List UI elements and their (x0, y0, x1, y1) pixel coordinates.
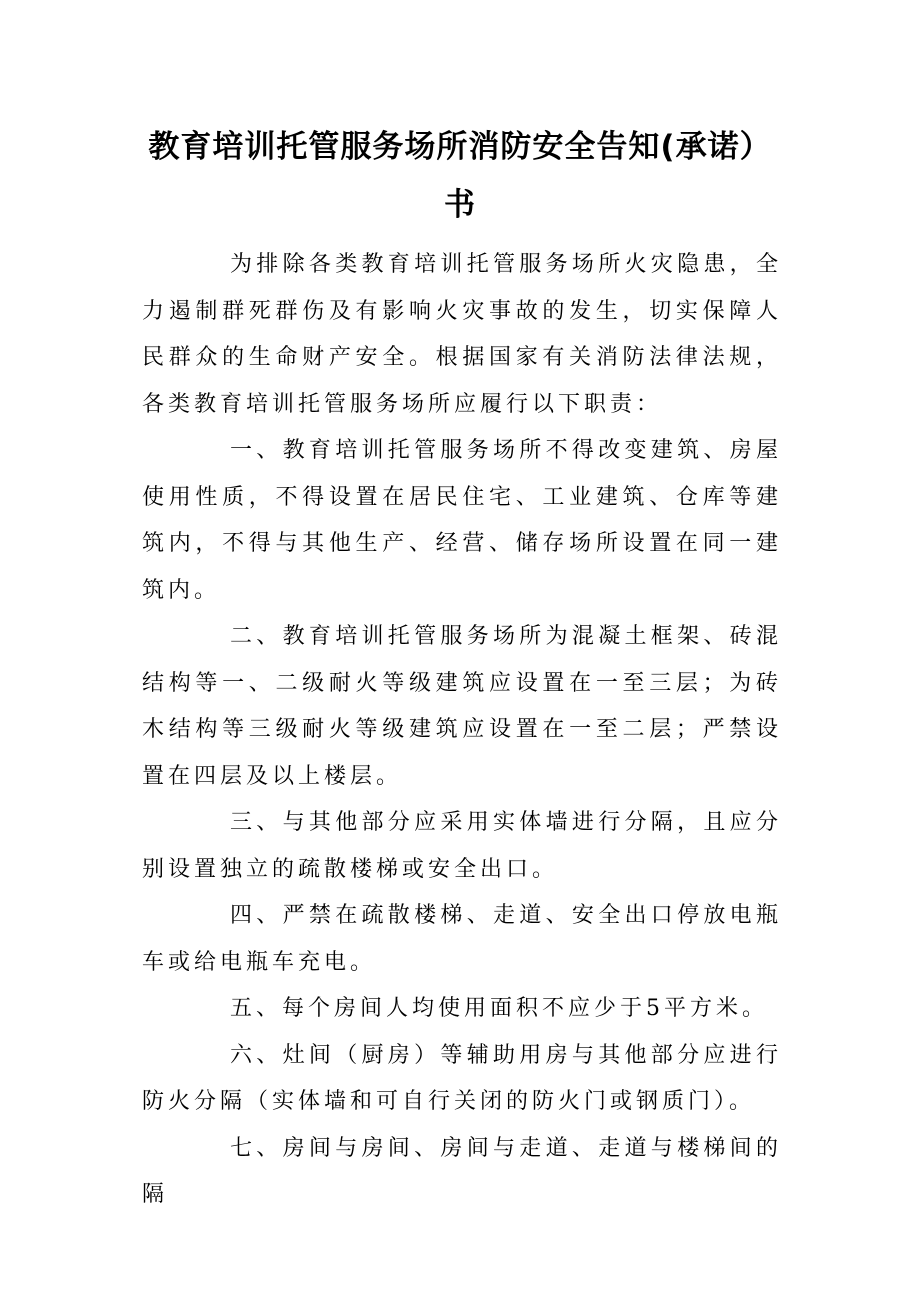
document-body (142, 242, 782, 1219)
paragraph-item-6: 六、灶间（厨房）等辅助用房与其他部分应进行防火分隔（实体墙和可自行关闭的防火门或钢质门）。 (142, 1042, 782, 1114)
paragraph-item-2: 二、教育培训托管服务场所为混凝土框架、砖混结构等一、二级耐火等级建筑应设置在一至三层；为砖木结构等三级耐火等级建筑应设置在一至二层；严禁设置在四层及以上楼层。 (142, 624, 782, 789)
paragraph-item-7: 七、房间与房间、房间与走道、走道与楼梯间的隔 (142, 1135, 782, 1207)
paragraph-item-3: 三、与其他部分应采用实体墙进行分隔，且应分别设置独立的疏散楼梯或安全出口。 (142, 810, 782, 882)
paragraph-item-1: 一、教育培训托管服务场所不得改变建筑、房屋使用性质，不得设置在居民住宅、工业建筑、仓库等建筑内，不得与其他生产、经营、储存场所设置在同一建筑内。 (142, 438, 782, 603)
paragraph-item-5: 五、每个房间人均使用面积不应少于5平方米。 (230, 996, 768, 1021)
paragraph-item-4: 四、严禁在疏散楼梯、走道、安全出口停放电瓶车或给电瓶车充电。 (142, 903, 782, 975)
document-title: 教育培训托管服务场所消防安全告知(承诺）书 (148, 129, 772, 223)
paragraph-intro: 为排除各类教育培训托管服务场所火灾隐患，全力遏制群死群伤及有影响火灾事故的发生，切实保障人民群众的生命财产安全。根据国家有关消防法律法规，各类教育培训托管服务场所应履行以下职责： (142, 252, 782, 417)
